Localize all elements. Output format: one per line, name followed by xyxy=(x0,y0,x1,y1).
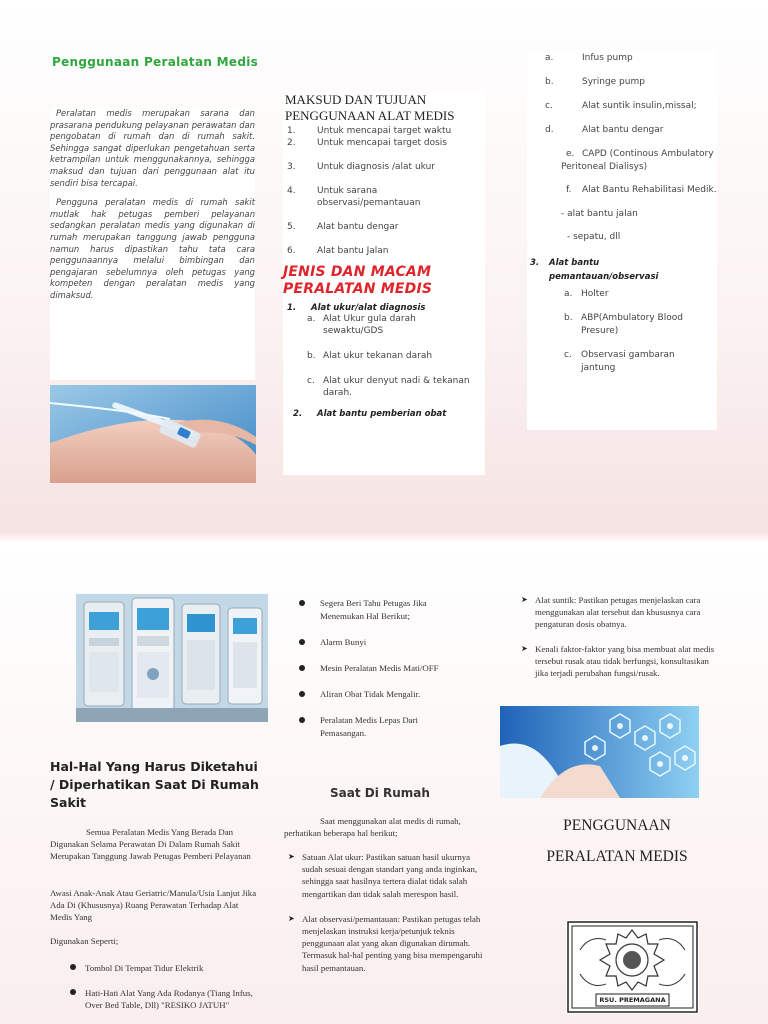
list-item: b. Alat ukur tekanan darah xyxy=(307,351,433,361)
arrow-bullet-icon: ➤ xyxy=(521,643,528,653)
medication-tools-panel xyxy=(527,50,717,430)
list-item: c. Observasi gambaran jantung xyxy=(564,350,675,373)
list-item: Alarm Bunyi xyxy=(287,636,477,649)
bullet-icon xyxy=(70,989,76,995)
list-item: 3. Untuk diagnosis /alat ukur xyxy=(287,162,435,172)
intro-paragraph-1: Peralatan medis merupakan sarana dan prasarana pendukung pelayanan perawatan dan pengobatan di rumah dan di rumah sakit. Sehingga sangat diperlukan pengetahuan serta ketrampilan untuk menggunakannya, sehingga maksud dan tujuan dari penggunaan alat itu sendiri bisa tercapai. xyxy=(50,108,255,188)
at-home-paragraph: Saat menggunakan alat medis di rumah, perhatikan beberapa hal berikut; xyxy=(284,816,461,839)
subheading-monitoring-tools: 3. Alat bantu pemantauan/observasi xyxy=(530,258,659,282)
at-home-list xyxy=(284,851,484,974)
panel1-title: Penggunaan Peralatan Medis xyxy=(52,55,259,69)
types-heading: JENIS DAN MACAM PERALATAN MEDIS xyxy=(283,264,433,297)
hospital-notes-paragraph-2: Awasi Anak-Anak Atau Geriatric/Manula/Usia Lanjut Jika Ada Di (Khususnya) Ruang Perawatan Terhadap Alat Medis Yang xyxy=(50,888,257,923)
purpose-heading: MAKSUD DAN TUJUAN PENGGUNAAN ALAT MEDIS xyxy=(285,92,455,123)
cover-title xyxy=(527,810,707,872)
bullet-icon xyxy=(70,964,76,970)
list-item: d. Alat bantu dengar xyxy=(545,125,664,135)
purpose-panel xyxy=(283,92,485,475)
hospital-notes-bullets xyxy=(52,962,262,1012)
list-item: ➤ Satuan Alat ukur: Pastikan satuan hasil ukurnya sudah sesuai dengan standart yang anda inginkan, sehingga saat hasilnya tertera dialat tidak salah mengartikan dan tidak salah merespon hasil. xyxy=(288,852,478,899)
hospital-notes-paragraph-1: Semua Peralatan Medis Yang Berada Dan Digunakan Selama Perawatan Di Dalam Rumah Sakit Merupakan Tanggung Jawab Petugas Pemberi Pelayanan xyxy=(50,827,251,862)
list-item: f. Alat Bantu Rehabilitasi Medik. xyxy=(566,185,717,195)
bullet-icon xyxy=(299,639,305,645)
cover-title-line-2: PERALATAN MEDIS xyxy=(546,848,688,865)
logo-text: RSU. PREMAGANA xyxy=(599,996,666,1004)
alert-conditions-list xyxy=(287,597,477,740)
list-item: 6. Alat bantu Jalan xyxy=(287,246,389,256)
list-item: c. Alat ukur denyut nadi & tekanan darah. xyxy=(307,376,470,398)
list-item: Segera Beri Tahu Petugas Jika Menemukan Hal Berikut; xyxy=(287,597,477,623)
list-item: a. Holter xyxy=(564,289,609,299)
cover-title-line-1: PENGGUNAAN xyxy=(563,817,671,834)
hospital-notes-title: Hal-Hal Yang Harus Diketahui / Diperhatikan Saat Di Rumah Sakit xyxy=(50,759,259,810)
list-item: Peralatan Medis Lepas Dari Pemasangan. xyxy=(287,714,477,740)
list-item: b. Syringe pump xyxy=(545,77,645,87)
bullet-icon xyxy=(299,717,305,723)
list-item: Tombol Di Tempat Tidur Elektrik xyxy=(52,962,262,974)
bullet-icon xyxy=(299,691,305,697)
list-item: 5. Alat bantu dengar xyxy=(287,222,399,232)
intro-text-block xyxy=(50,108,255,380)
infusion-pumps-photo xyxy=(76,594,268,722)
intro-paragraph-2: Pengguna peralatan medis di rumah sakit mutlak hak petugas pemberi pelayanan sedangkan peralatan medis yang digunakan di rumah merupakan tanggung jawab pengguna namun harus dipastikan tahu tata cara penggunaannya melalui bimbingan dan pengajaran sebelumnya oleh petugas yang kompeten dengan peralatan medis yang dimaksud. xyxy=(50,197,255,300)
list-item: 2. Untuk mencapai target dosis xyxy=(287,138,447,148)
list-item: c. Alat suntik insulin,missal; xyxy=(545,101,697,111)
arrow-bullet-icon: ➤ xyxy=(521,595,528,604)
arrow-bullet-icon: ➤ xyxy=(288,852,295,861)
list-item: b. ABP(Ambulatory Blood Presure) xyxy=(564,313,683,336)
device-tips-list xyxy=(517,594,717,679)
list-item: e. CAPD (Continous Ambulatory Peritoneal Dialisys) xyxy=(561,149,714,172)
list-item: Hati-Hati Alat Yang Ada Rodanya (Tiang Infus, Over Bed Table, Dll) "RESIKO JATUH" xyxy=(52,987,262,1011)
list-item: ➤ Alat suntik: Pastikan petugas menjelaskan cara menggunakan alat tersebut dan khususnya cara pengaturan dosis obatnya. xyxy=(521,595,701,630)
subheading-measuring-tools: 1. Alat ukur/alat diagnosis xyxy=(287,303,426,313)
list-item: 1. Untuk mencapai target waktu xyxy=(287,126,452,136)
at-home-title: Saat Di Rumah xyxy=(330,786,430,800)
hospital-notes-such-as: Digunakan Seperti; xyxy=(50,936,119,946)
bullet-icon xyxy=(299,600,305,606)
walking-aid-note: - alat bantu jalan xyxy=(561,209,638,219)
purpose-list xyxy=(283,125,485,257)
list-item: Mesin Peralatan Medis Mati/OFF xyxy=(287,662,477,675)
iv-drip-hand-photo xyxy=(50,385,256,483)
list-item: 4. Untuk sarana observasi/pemantauan xyxy=(287,186,421,208)
list-item: Aliran Obat Tidak Mengalir. xyxy=(287,688,477,701)
list-item: a. Infus pump xyxy=(545,53,633,63)
measuring-tools-list xyxy=(283,313,485,399)
list-item: ➤ Kenali faktor-faktor yang bisa membuat alat medis tersebut rusak atau tidak berfungsi, konsultasikan jika terjadi perubahan fungsi/rusak. xyxy=(521,643,715,679)
arrow-bullet-icon: ➤ xyxy=(288,913,295,923)
bullet-icon xyxy=(299,665,305,671)
shoes-note: - sepatu, dll xyxy=(567,232,621,242)
list-item: a. Alat Ukur gula darah sewaktu/GDS xyxy=(307,314,416,336)
medical-tech-photo xyxy=(500,706,699,798)
subheading-medication-tools: 2. Alat bantu pemberian obat xyxy=(293,409,447,419)
hospital-logo xyxy=(566,920,699,1014)
list-item: ➤ Alat observasi/pemantauan: Pastikan petugas telah menjelaskan instruksi kerja/petunjuk teknis penggunaan alat yang akan digunakan dirumah. Termasuk hal-hal penting yang bisa mempengaruhi hasil pemantauan. xyxy=(288,913,483,973)
